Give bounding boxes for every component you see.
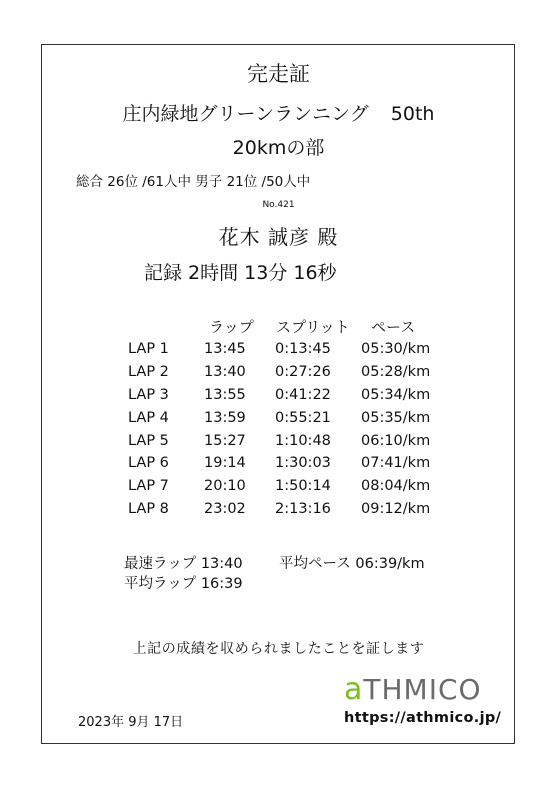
- fastest-lap: 最速ラップ 13:40: [124, 556, 243, 572]
- bib-number: No.421: [262, 200, 295, 210]
- lap-time: 13:55: [204, 386, 246, 403]
- lap-label: LAP 5: [128, 432, 169, 449]
- website-url: https://athmico.jp/: [344, 710, 502, 726]
- athmico-logo: [344, 672, 482, 707]
- lap-pace: 08:04/km: [361, 478, 431, 495]
- issue-date: 2023年 9月 17日: [78, 715, 184, 730]
- lap-header-pace: ペース: [371, 318, 416, 336]
- split-time: 0:41:22: [275, 386, 331, 403]
- lap-row: [128, 338, 441, 361]
- lap-row: [128, 452, 441, 475]
- event-edition: 50th: [390, 103, 435, 125]
- lap-label: LAP 4: [128, 409, 169, 426]
- average-lap: 平均ラップ 16:39: [124, 576, 243, 592]
- lap-row: [128, 498, 441, 521]
- lap-table: [128, 338, 441, 520]
- lap-row: [128, 429, 441, 452]
- finish-record: 記録 2時間 13分 16秒: [144, 262, 337, 284]
- lap-label: LAP 3: [128, 386, 169, 403]
- lap-row: [128, 361, 441, 384]
- split-time: 0:13:45: [275, 341, 331, 358]
- lap-time: 13:59: [204, 409, 246, 426]
- lap-row: [128, 475, 441, 498]
- lap-header-lap: ラップ: [209, 318, 254, 336]
- lap-time: 20:10: [204, 478, 246, 495]
- event-name: 庄内緑地グリーンランニング: [122, 103, 369, 125]
- lap-label: LAP 6: [128, 455, 169, 472]
- lap-label: LAP 1: [128, 341, 169, 358]
- lap-pace: 05:30/km: [361, 341, 431, 358]
- lap-row: [128, 406, 441, 429]
- lap-row: [128, 384, 441, 407]
- ranking-text: 総合 26位 /61人中 男子 21位 /50人中: [76, 174, 311, 190]
- runner-name: 花木 誠彦 殿: [218, 225, 339, 249]
- event-title: [0, 99, 557, 126]
- split-time: 0:27:26: [275, 364, 331, 381]
- lap-time: 13:45: [204, 341, 246, 358]
- lap-label: LAP 2: [128, 364, 169, 381]
- lap-pace: 05:28/km: [361, 364, 431, 381]
- lap-pace: 05:34/km: [361, 386, 431, 403]
- lap-label: LAP 7: [128, 478, 169, 495]
- split-time: 1:10:48: [275, 432, 331, 449]
- logo-text: THMICO: [363, 673, 482, 706]
- lap-time: 19:14: [204, 455, 246, 472]
- certificate-title: 完走証: [247, 62, 310, 86]
- lap-pace: 05:35/km: [361, 409, 431, 426]
- lap-pace: 06:10/km: [361, 432, 431, 449]
- lap-header-split: スプリット: [276, 318, 350, 336]
- lap-pace: 09:12/km: [361, 500, 431, 517]
- lap-time: 13:40: [204, 364, 246, 381]
- average-pace: 平均ペース 06:39/km: [279, 556, 425, 572]
- lap-label: LAP 8: [128, 500, 169, 517]
- certification-text: 上記の成績を収められましたことを証します: [132, 641, 425, 657]
- split-time: 0:55:21: [275, 409, 331, 426]
- lap-time: 23:02: [204, 500, 246, 517]
- lap-pace: 07:41/km: [361, 455, 431, 472]
- split-time: 1:30:03: [275, 455, 331, 472]
- lap-time: 15:27: [204, 432, 246, 449]
- split-time: 2:13:16: [275, 500, 331, 517]
- split-time: 1:50:14: [275, 478, 331, 495]
- race-division: 20kmの部: [232, 137, 325, 159]
- logo-accent-letter: a: [344, 672, 364, 707]
